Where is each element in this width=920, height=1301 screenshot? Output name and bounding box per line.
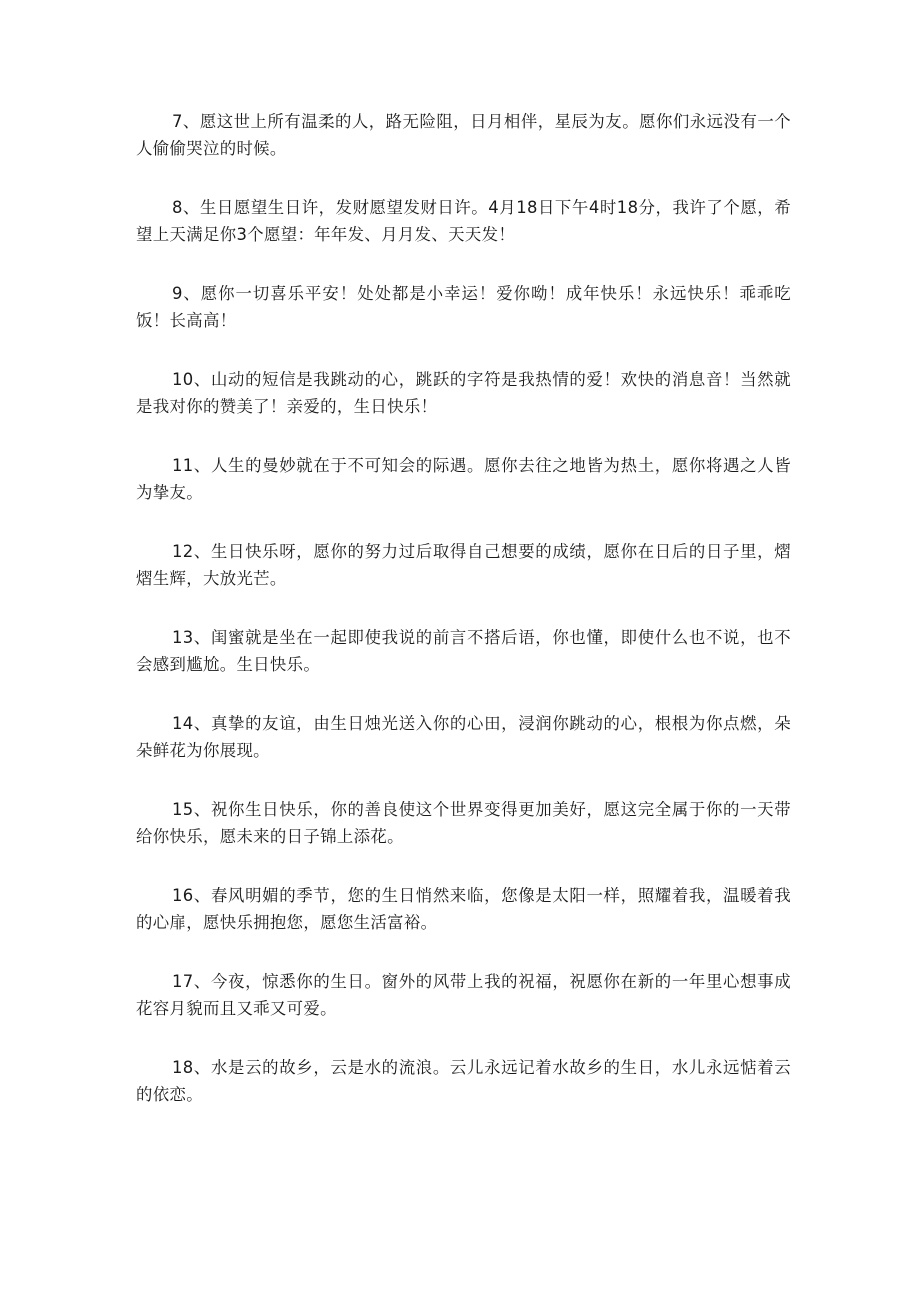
paragraph-13: 13、闺蜜就是坐在一起即使我说的前言不搭后语，你也懂，即使什么也不说，也不会感到尴尬。生日快乐。 bbox=[136, 628, 791, 674]
paragraph-16: 16、春风明媚的季节，您的生日悄然来临，您像是太阳一样，照耀着我，温暖着我的心扉，愿快乐拥抱您，愿您生活富裕。 bbox=[136, 886, 791, 932]
document-body bbox=[136, 108, 791, 1140]
paragraph-9: 9、愿你一切喜乐平安！处处都是小幸运！爱你呦！成年快乐！永远快乐！乖乖吃饭！长高高！ bbox=[136, 284, 791, 330]
paragraph-17: 17、今夜，惊悉你的生日。窗外的风带上我的祝福，祝愿你在新的一年里心想事成花容月貌而且又乖又可爱。 bbox=[136, 972, 791, 1018]
paragraph-10: 10、山动的短信是我跳动的心，跳跃的字符是我热情的爱！欢快的消息音！当然就是我对你的赞美了！亲爱的，生日快乐！ bbox=[136, 370, 791, 416]
paragraph-8: 8、生日愿望生日许，发财愿望发财日许。4月18日下午4时18分，我许了个愿，希望上天满足你3个愿望：年年发、月月发、天天发！ bbox=[136, 198, 791, 244]
paragraph-7: 7、愿这世上所有温柔的人，路无险阻，日月相伴，星辰为友。愿你们永远没有一个人偷偷哭泣的时候。 bbox=[136, 112, 791, 158]
paragraph-18: 18、水是云的故乡，云是水的流浪。云儿永远记着水故乡的生日，水儿永远惦着云的依恋。 bbox=[136, 1058, 791, 1104]
paragraph-12: 12、生日快乐呀，愿你的努力过后取得自己想要的成绩，愿你在日后的日子里，熠熠生辉，大放光芒。 bbox=[136, 542, 791, 588]
paragraph-14: 14、真挚的友谊，由生日烛光送入你的心田，浸润你跳动的心，根根为你点燃，朵朵鲜花为你展现。 bbox=[136, 714, 791, 760]
paragraph-11: 11、人生的曼妙就在于不可知会的际遇。愿你去往之地皆为热土，愿你将遇之人皆为挚友。 bbox=[136, 456, 791, 502]
paragraph-15: 15、祝你生日快乐，你的善良使这个世界变得更加美好，愿这完全属于你的一天带给你快乐，愿未来的日子锦上添花。 bbox=[136, 800, 791, 846]
